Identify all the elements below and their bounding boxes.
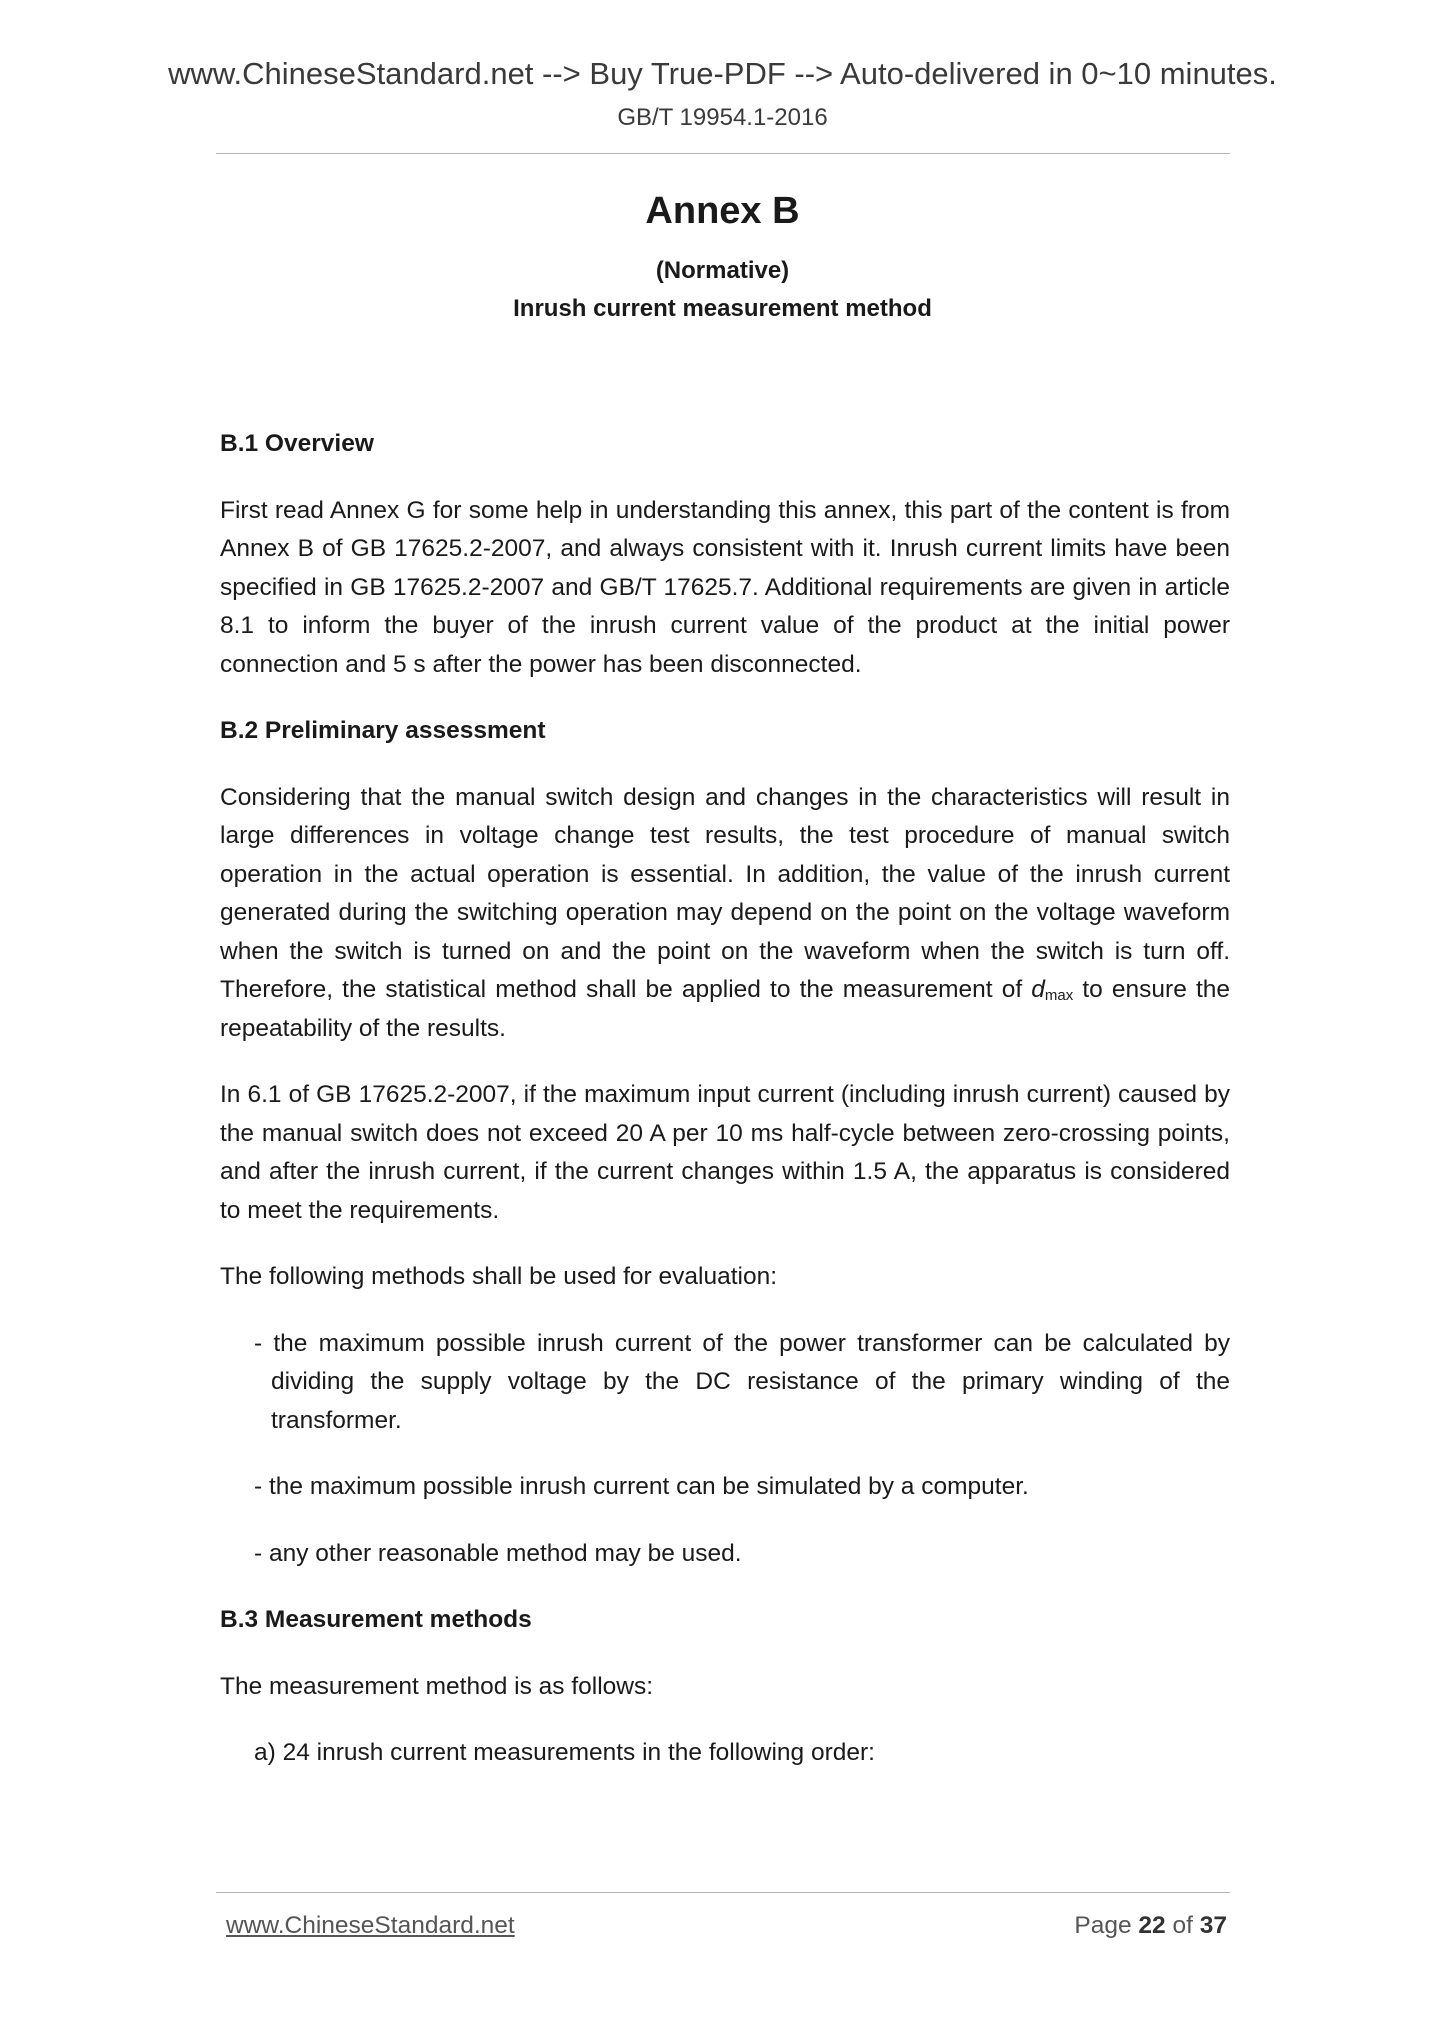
paragraph-measurement-intro: The measurement method is as follows: [220, 1672, 654, 1700]
variable-d: d [1031, 976, 1045, 1003]
total-pages: 37 [1199, 1912, 1227, 1939]
of-label: of [1172, 1912, 1193, 1939]
annex-title: Annex B [645, 190, 800, 232]
annex-type: (Normative) [655, 257, 790, 284]
page-number-indicator [1074, 1912, 1227, 1940]
list-item: - the maximum possible inrush current can be simulated by a computer. [254, 1473, 1029, 1500]
section-heading-b2: B.2 Preliminary assessment [220, 717, 546, 744]
list-item: - any other reasonable method may be used. [254, 1539, 742, 1567]
variable-subscript: max [1044, 987, 1074, 1004]
paragraph-text: to ensure the repeatability of the results. [220, 976, 1230, 1042]
standard-code: GB/T 19954.1-2016 [617, 104, 828, 131]
paragraph-overview: First read Annex G for some help in understanding this annex, this part of the content is from Annex B of GB 17625.2-2007, and always consistent with it. Inrush current limits have been specified in GB 17625.2-2007 and GB/T 17625.7. Additional requirements are given in article 8.1 to inform the buyer of the inrush current value of the product at the initial power connection and 5 s after the power has been disconnected. [220, 496, 1230, 678]
annex-subtitle: Inrush current measurement method [513, 295, 932, 322]
current-page: 22 [1138, 1912, 1166, 1939]
list-item-a: a) 24 inrush current measurements in the following order: [254, 1739, 875, 1766]
footer-website-link[interactable]: www.ChineseStandard.net [226, 1912, 515, 1939]
paragraph-evaluation-intro: The following methods shall be used for evaluation: [220, 1263, 778, 1290]
paragraph-preliminary [220, 779, 1230, 1049]
document-body [220, 425, 1230, 1773]
header-divider [216, 153, 1230, 154]
section-heading-b1: B.1 Overview [220, 430, 374, 457]
footer-divider [216, 1892, 1230, 1893]
paragraph-manual-switch: In 6.1 of GB 17625.2-2007, if the maximum input current (including inrush current) caused by the manual switch does not exceed 20 A per 10 ms half-cycle between zero-crossing points, and after the inrush current, if the current changes within 1.5 A, the apparatus is considered to meet the requirements. [220, 1081, 1230, 1224]
paragraph-text: Considering that the manual switch design and changes in the characteristics will result in large differences in voltage change test results, the test procedure of manual switch operation in the actual operation is essential. In addition, the value of the inrush current generated during the switching operation may depend on the point on the voltage waveform when the switch is turned on and the point on the waveform when the switch is turn off. Therefore, the statistical method shall be applied to the measurement of [220, 783, 1230, 1003]
section-heading-b3: B.3 Measurement methods [220, 1606, 532, 1633]
header-banner: www.ChineseStandard.net --> Buy True-PDF --> Auto-delivered in 0~10 minutes. [168, 56, 1277, 91]
page-label: Page [1074, 1912, 1132, 1939]
list-item: - the maximum possible inrush current of the power transformer can be calculated by dividing the supply voltage by the DC resistance of the primary winding of the transformer. [254, 1329, 1230, 1434]
